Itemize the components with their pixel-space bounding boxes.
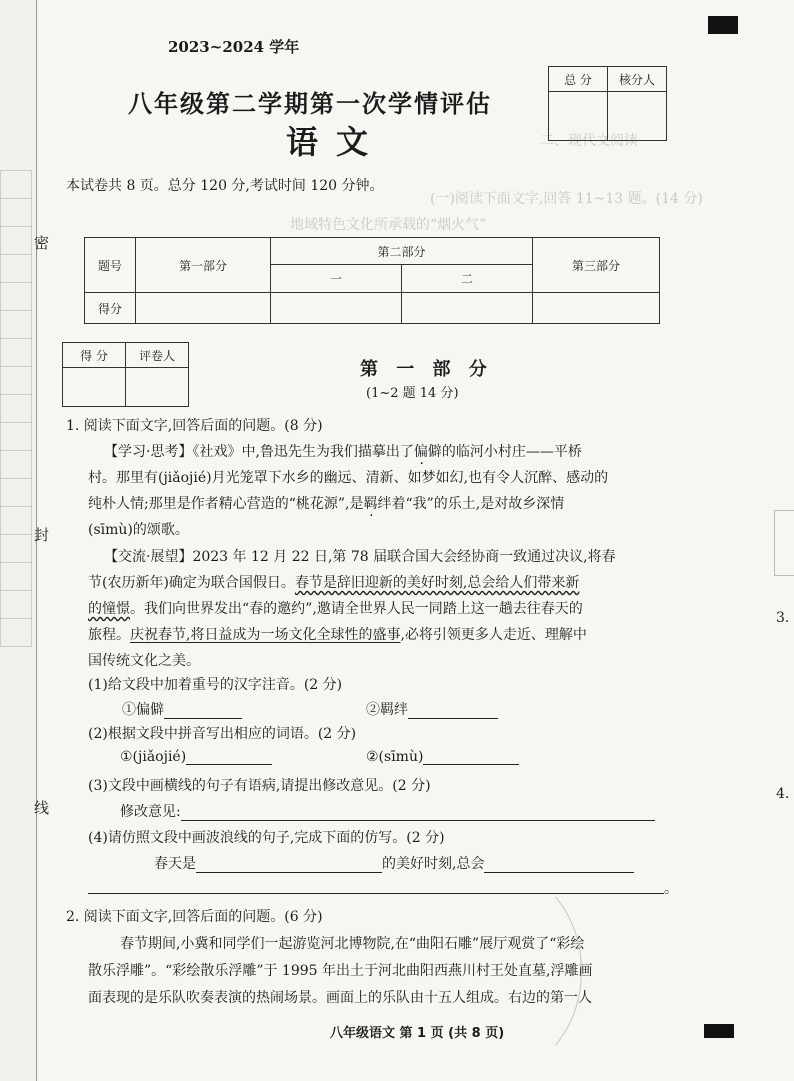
q1-sub3: (3)文段中画横线的句子有语病,请提出修改意见。(2 分) — [88, 778, 431, 794]
q1-passage-line: 旅程。庆祝春节,将日益成为一场文化全球性的盛事,必将引领更多人走近、理解中 — [88, 627, 587, 643]
emphasis-char: 羁 — [363, 496, 378, 512]
score-cell[interactable] — [533, 293, 660, 324]
total-score-header: 总 分 — [549, 67, 608, 92]
q1-passage-line: 节(农历新年)确定为联合国假日。春节是辞旧迎新的美好时刻,总会给人们带来新 — [88, 575, 580, 591]
right-margin-number: 4. — [776, 786, 790, 802]
q1-passage-line: (sīmù)的颂歌。 — [88, 522, 189, 538]
q1-stem: 1. 阅读下面文字,回答后面的问题。(8 分) — [66, 418, 323, 434]
q1-sub1: (1)给文段中加着重号的汉字注音。(2 分) — [88, 677, 343, 693]
score-table-row2-label: 得分 — [85, 293, 136, 324]
grader-name-cell[interactable] — [126, 368, 189, 407]
seal-label-feng: 封 — [34, 526, 50, 544]
q1-passage-line: 【学习·思考】《社戏》中,鲁迅先生为我们描摹出了偏僻的临河小村庄——平桥 — [104, 444, 582, 460]
score-table-part2-sub2: 二 — [402, 265, 533, 293]
total-score-cell[interactable] — [549, 92, 608, 141]
score-table-label: 题号 — [85, 238, 136, 293]
seal-label-mi: 密 — [34, 234, 50, 252]
q1-passage-line: 纯朴人情;那里是作者精心营造的“桃花源”,是羁绊着“我”的乐土,是对故乡深情 — [88, 496, 565, 512]
q1-sub2: (2)根据文段中拼音写出相应的词语。(2 分) — [88, 726, 357, 742]
answer-blank[interactable] — [423, 750, 519, 765]
checker-cell[interactable] — [608, 92, 667, 141]
right-margin-box — [774, 510, 794, 576]
grader-name-header: 评卷人 — [126, 343, 189, 368]
ghost-text: (一)阅读下面文字,回答 11~13 题。(14 分) — [430, 191, 703, 207]
emphasis-char: 偏 — [413, 444, 428, 460]
score-table-part2-sub1: 一 — [271, 265, 402, 293]
total-score-box — [548, 66, 667, 141]
bleed-arc — [420, 870, 582, 1072]
score-table-part2: 第二部分 — [271, 238, 533, 265]
underlined-sentence: 庆祝春节,将日益成为一场文化全球性的盛事 — [130, 627, 401, 643]
answer-blank[interactable] — [186, 750, 272, 765]
seal-label-xian: 线 — [34, 799, 50, 817]
q1-passage-line: 的憧憬。我们向世界发出“春的邀约”,邀请全世界人民一同踏上这一趟去往春天的 — [88, 601, 583, 617]
section-subtitle: (1~2 题 14 分) — [366, 386, 459, 401]
score-cell[interactable] — [136, 293, 271, 324]
page-footer: 八年级语文 第 1 页 (共 8 页) — [330, 1026, 505, 1041]
binding-grid — [0, 170, 32, 647]
checker-header: 核分人 — [608, 67, 667, 92]
grader-score-cell[interactable] — [63, 368, 126, 407]
q1-sub4-a: 春天是 的美好时刻,总会 — [154, 853, 634, 873]
section-title: 第 一 部 分 — [360, 359, 493, 380]
answer-blank[interactable] — [408, 704, 498, 719]
q1-sub4: (4)请仿照文段中画波浪线的句子,完成下面的仿写。(2 分) — [88, 830, 445, 846]
school-year: 2023~2024 学年 — [168, 38, 300, 56]
registration-mark — [704, 1024, 734, 1038]
exam-intro: 本试卷共 8 页。总分 120 分,考试时间 120 分钟。 — [66, 178, 384, 194]
q1-passage-line: 国传统文化之美。 — [88, 653, 200, 669]
q1-passage-line: 村。那里有(jiǎojié)月光笼罩下水乡的幽远、清新、如梦如幻,也有令人沉醉、感动的 — [88, 470, 609, 486]
answer-blank[interactable] — [196, 858, 382, 873]
q2-stem: 2. 阅读下面文字,回答后面的问题。(6 分) — [66, 909, 323, 925]
score-table-part3: 第三部分 — [533, 238, 660, 293]
q2-passage-line: 春节期间,小冀和同学们一起游览河北博物院,在“曲阳石雕”展厅观赏了“彩绘 — [120, 936, 585, 952]
q1-sub3-a: 修改意见: — [120, 801, 655, 821]
grader-box — [62, 342, 189, 407]
q1-sub2-a: ①(jiǎojié) — [120, 749, 272, 765]
score-table-part1: 第一部分 — [136, 238, 271, 293]
subject-title: 语文 — [286, 123, 387, 161]
q1-sub1-a: ①偏僻 — [122, 699, 242, 719]
q1-passage-line: 【交流·展望】2023 年 12 月 22 日,第 78 届联合国大会经协商一致通过决议,将春 — [104, 549, 616, 565]
score-table — [84, 237, 660, 324]
answer-blank[interactable] — [181, 806, 655, 821]
q1-sub2-b: ②(sīmù) — [366, 749, 519, 765]
registration-mark — [708, 16, 738, 34]
score-cell[interactable] — [402, 293, 533, 324]
q1-sub1-b: ②羁绊 — [366, 699, 498, 719]
grader-score-header: 得 分 — [63, 343, 126, 368]
ghost-text: 二、现代文阅读 — [540, 133, 638, 149]
q2-passage-line: 面表现的是乐队吹奏表演的热闹场景。画面上的乐队由十五人组成。右边的第一人 — [88, 990, 592, 1006]
answer-blank[interactable] — [164, 704, 242, 719]
ghost-text: 地域特色文化所承载的“烟火气” — [290, 217, 487, 233]
right-margin-number: 3. — [776, 610, 790, 626]
wavy-sentence: 春节是辞旧迎新的美好时刻,总会给人们带来新 — [294, 575, 580, 591]
answer-line[interactable] — [88, 893, 664, 894]
exam-title: 八年级第二学期第一次学情评估 — [128, 90, 492, 118]
score-cell[interactable] — [271, 293, 402, 324]
wavy-sentence: 的憧憬 — [88, 601, 130, 617]
q2-passage-line: 散乐浮雕”。“彩绘散乐浮雕”于 1995 年出土于河北曲阳西燕川村王处直墓,浮雕画 — [88, 963, 593, 979]
